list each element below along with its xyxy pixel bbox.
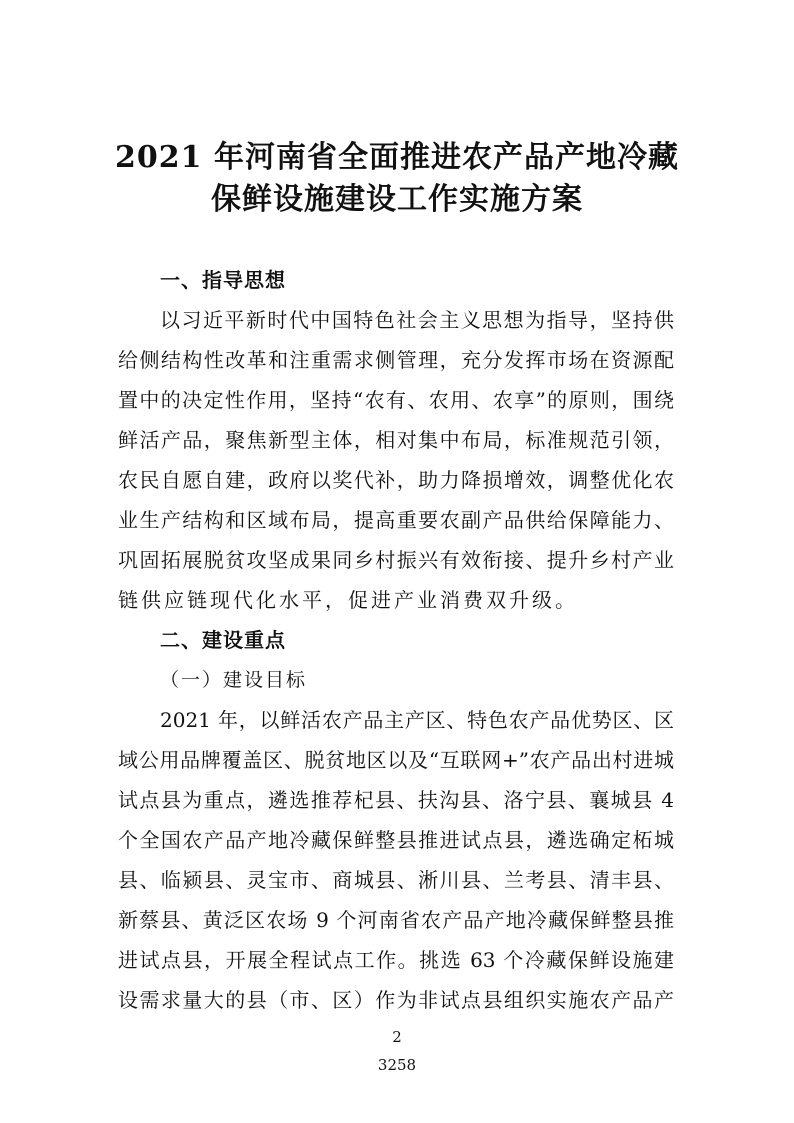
page-number: 2 (392, 1028, 402, 1046)
section-1-paragraph-line: 给侧结构性改革和注重需求侧管理，充分发挥市场在资源配 (118, 348, 674, 372)
section-2-paragraph-line: 县、临颍县、灵宝市、商城县、淅川县、兰考县、清丰县、 (118, 868, 674, 892)
section-2-heading: 二、建设重点 (160, 628, 286, 652)
section-2-paragraph-line: 新蔡县、黄泛区农场 9 个河南省农产品产地冷藏保鲜整县推 (118, 908, 674, 932)
section-1-paragraph-line: 巩固拓展脱贫攻坚成果同乡村振兴有效衔接、提升乡村产业 (118, 548, 674, 572)
document-title-line-2: 保鲜设施建设工作实施方案 (211, 182, 583, 217)
section-2-paragraph-line: 进试点县，开展全程试点工作。挑选 63 个冷藏保鲜设施建 (118, 948, 674, 972)
section-1-paragraph-line: 链供应链现代化水平，促进产业消费双升级。 (118, 588, 578, 612)
section-2-paragraph-line: 域公用品牌覆盖区、脱贫地区以及“互联网+”农产品出村进城 (118, 748, 674, 772)
section-2-paragraph-line: 试点县为重点，遴选推荐杞县、扶沟县、洛宁县、襄城县 4 (118, 788, 674, 812)
section-1-paragraph-line: 业生产结构和区域布局，提高重要农副产品供给保障能力、 (118, 508, 674, 532)
section-2-paragraph-line: 个全国农产品产地冷藏保鲜整县推进试点县，遴选确定柘城 (118, 828, 674, 852)
document-page-number: 3258 (377, 1056, 417, 1074)
section-1-paragraph-line: 鲜活产品，聚焦新型主体，相对集中布局，标准规范引领， (118, 428, 674, 452)
section-2-subheading: （一）建设目标 (160, 669, 308, 691)
section-2-paragraph-line: 设需求量大的县（市、区）作为非试点县组织实施农产品产 (118, 988, 674, 1012)
section-1-paragraph-line: 农民自愿自建，政府以奖代补，助力降损增效，调整优化农 (118, 468, 674, 492)
section-1-heading: 一、指导思想 (160, 268, 286, 292)
section-1-paragraph-line: 以习近平新时代中国特色社会主义思想为指导，坚持供 (160, 308, 674, 332)
section-2-paragraph-line: 2021 年，以鲜活农产品主产区、特色农产品优势区、区 (160, 708, 674, 732)
document-title-line-1: 2021 年河南省全面推进农产品产地冷藏 (115, 140, 679, 175)
section-1-paragraph-line: 置中的决定性作用，坚持“农有、农用、农享”的原则，围绕 (118, 388, 674, 412)
